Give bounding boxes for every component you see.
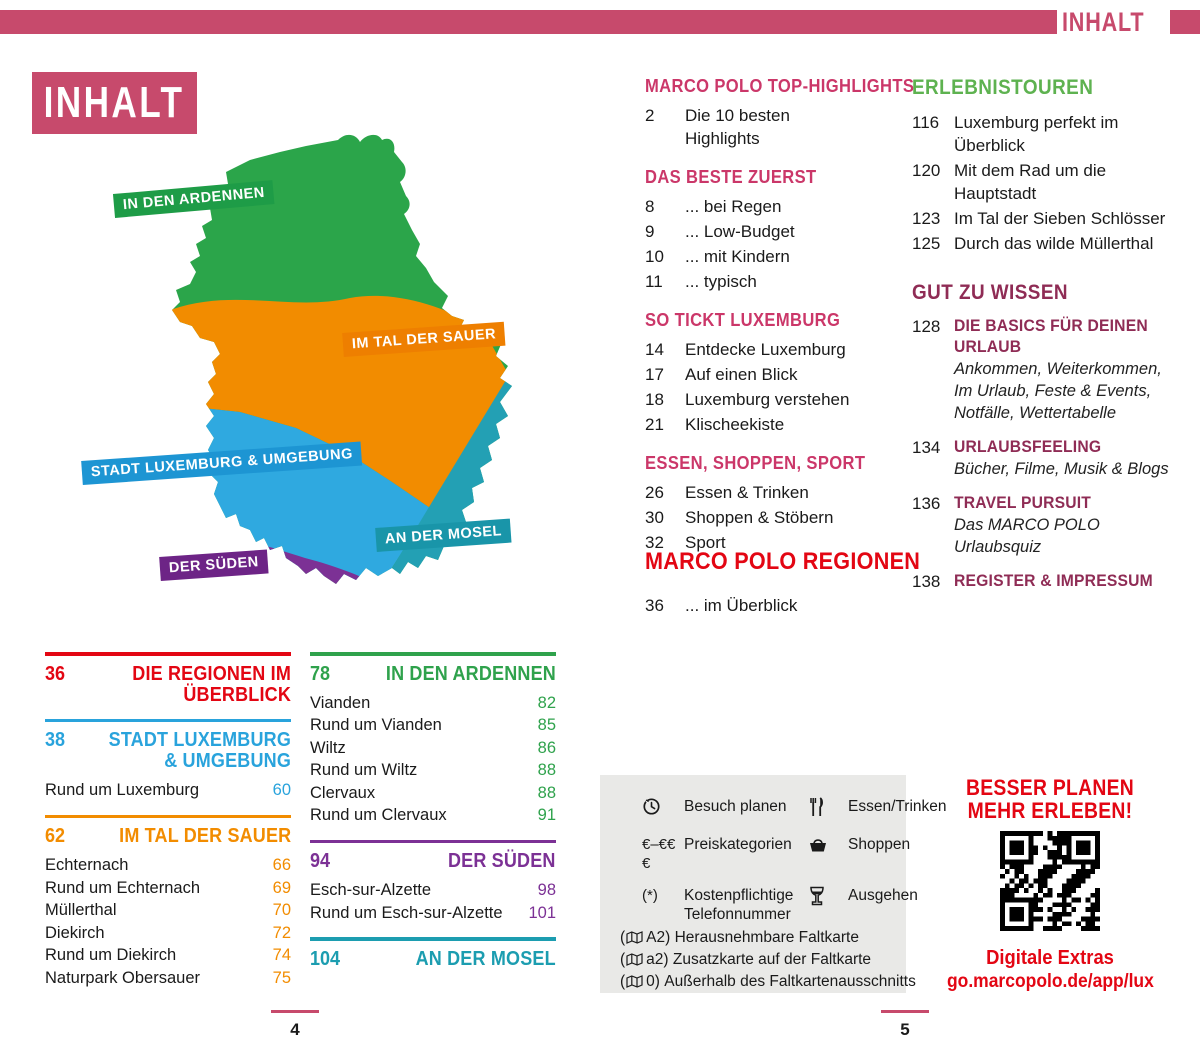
tour-item-page: 125 bbox=[912, 234, 941, 253]
contents-item-text bbox=[685, 270, 757, 293]
toc-entry-label: Rund um Echternach bbox=[45, 878, 201, 897]
know-item-subtitles bbox=[954, 514, 1172, 558]
legend-kosten-label: Kostenpflichtige Telefonnummer bbox=[684, 887, 794, 923]
contents-item bbox=[645, 388, 897, 411]
legend-shoppen-label: Shoppen bbox=[848, 836, 911, 853]
legend-grid bbox=[642, 797, 947, 924]
toc-entry bbox=[310, 737, 556, 760]
top-bar-rule bbox=[0, 10, 1057, 34]
contents-item-text bbox=[685, 104, 790, 150]
toc-entry-page: 60 bbox=[272, 781, 291, 799]
know-item-body bbox=[954, 316, 1172, 424]
map-note-text: Zusatzkarte auf der Faltkarte bbox=[672, 951, 872, 968]
contents-item-line: Entdecke Luxemburg bbox=[685, 340, 846, 359]
tour-item-line: Mit dem Rad um die bbox=[954, 161, 1107, 180]
toc-entry-label: Rund um Diekirch bbox=[45, 946, 177, 964]
contents-section-heading: MARCO POLO TOP-HIGHLIGHTS bbox=[645, 76, 915, 96]
map-note-code: A2 bbox=[646, 929, 666, 946]
tour-item-line: Im Tal der Sieben Schlösser bbox=[954, 209, 1166, 228]
legend-besuch-label: Besuch planen bbox=[684, 798, 787, 815]
contents-right-column bbox=[912, 76, 1174, 605]
contents-item-page: 9 bbox=[645, 222, 655, 241]
know-item-page: 136 bbox=[912, 494, 941, 513]
contents-item-line: ... Low-Budget bbox=[685, 222, 795, 241]
contents-item-page: 14 bbox=[645, 340, 664, 359]
contents-item-line: ... typisch bbox=[685, 272, 757, 291]
contents-section bbox=[645, 167, 897, 293]
toc-column-1 bbox=[45, 652, 291, 1002]
toc-entry-label: Wiltz bbox=[310, 738, 346, 757]
contents-item-page: 30 bbox=[645, 508, 664, 527]
toc-entry-page: 72 bbox=[272, 923, 291, 942]
qr-code bbox=[1000, 831, 1100, 931]
basket-icon bbox=[808, 835, 842, 858]
toc-section bbox=[310, 840, 556, 925]
regionen-heading: MARCO POLO REGIONEN bbox=[645, 548, 921, 575]
luxembourg-region-map bbox=[80, 130, 570, 635]
section-heading bbox=[45, 730, 291, 772]
contents-item-line: ... mit Kindern bbox=[685, 247, 790, 266]
contents-item bbox=[645, 506, 897, 529]
tour-item-text bbox=[954, 159, 1106, 205]
toc-entry-page: 69 bbox=[272, 878, 291, 897]
map-note: ( 0) Außerhalb des Faltkartenausschnitts bbox=[620, 973, 916, 990]
contents-item-page: 10 bbox=[645, 247, 664, 266]
contents-middle-column bbox=[645, 76, 915, 571]
contents-item-page: 26 bbox=[645, 483, 664, 502]
toc-entry-page: 98 bbox=[537, 881, 556, 899]
contents-item-text bbox=[685, 506, 833, 529]
erlebnistouren-section bbox=[912, 76, 1174, 255]
section-title: STADT LUXEMBURG & UMGEBUNG bbox=[108, 729, 291, 772]
paid-phone-symbol: (*) bbox=[642, 887, 658, 904]
toc-entry-label: Rund um Vianden bbox=[310, 716, 442, 734]
toc-entry-page: 101 bbox=[528, 903, 556, 922]
gut-zu-wissen-heading: GUT ZU WISSEN bbox=[912, 281, 1069, 304]
contents-item bbox=[645, 594, 897, 617]
toc-entry-page: 85 bbox=[537, 716, 556, 734]
toc-entry-page: 86 bbox=[537, 738, 556, 757]
toc-entry-page: 70 bbox=[272, 901, 291, 919]
section-page-number: 36 bbox=[45, 662, 66, 685]
toc-entry bbox=[45, 854, 291, 877]
section-rule bbox=[310, 937, 556, 941]
toc-entry-label: Naturpark Obersauer bbox=[45, 968, 200, 987]
toc-column-2 bbox=[310, 652, 556, 983]
section-heading bbox=[45, 826, 291, 847]
contents-section-items bbox=[645, 195, 897, 293]
contents-section bbox=[645, 453, 897, 554]
tour-item bbox=[912, 232, 1174, 255]
know-item-title: TRAVEL PURSUIT bbox=[954, 494, 1092, 512]
know-item-subtitles bbox=[954, 358, 1172, 424]
folded-map-icon bbox=[626, 975, 643, 988]
toc-entry bbox=[45, 967, 291, 990]
regionen-items bbox=[645, 594, 897, 617]
map-note-text: Herausnehmbare Faltkarte bbox=[674, 929, 859, 946]
contents-item-line: Luxemburg verstehen bbox=[685, 390, 850, 409]
right-page-mark bbox=[881, 1010, 929, 1040]
know-item-subtitle-line: Ankommen, Weiterkommen, bbox=[954, 360, 1162, 378]
toc-entry-page: 88 bbox=[537, 783, 556, 802]
section-page-number: 38 bbox=[45, 729, 66, 751]
know-item-body bbox=[954, 571, 1172, 592]
toc-entry-label: Müllerthal bbox=[45, 901, 117, 919]
left-page-mark bbox=[271, 1010, 319, 1040]
page-mark-rule bbox=[271, 1010, 319, 1013]
toc-entry bbox=[45, 922, 291, 945]
toc-entry bbox=[310, 714, 556, 737]
contents-item-line: Die 10 besten bbox=[685, 106, 790, 125]
section-rule bbox=[45, 652, 291, 656]
legend-map-notes bbox=[620, 927, 916, 993]
tour-item-text bbox=[954, 232, 1153, 255]
section-page-number: 104 bbox=[310, 947, 341, 970]
map-region-label-text: IN DEN ARDENNEN bbox=[122, 184, 266, 214]
know-item-subtitles bbox=[954, 458, 1172, 480]
toc-section bbox=[45, 652, 291, 706]
toc-entry-label: Rund um Wiltz bbox=[310, 761, 418, 779]
promo-headline-line1: BESSER PLANEN bbox=[965, 775, 1135, 800]
tour-item bbox=[912, 159, 1174, 205]
contents-item bbox=[645, 220, 897, 243]
clock-icon bbox=[642, 797, 678, 821]
contents-item-line: Auf einen Blick bbox=[685, 365, 798, 384]
toc-entry-page: 66 bbox=[272, 856, 291, 874]
gut-zu-wissen-section bbox=[912, 281, 1174, 592]
contents-item bbox=[645, 481, 897, 504]
contents-section-heading: SO TICKT LUXEMBURG bbox=[645, 310, 841, 330]
tour-item-line: Hauptstadt bbox=[954, 184, 1037, 203]
contents-item bbox=[645, 363, 897, 386]
contents-item-text bbox=[685, 338, 846, 361]
legend-preis-label: Preiskategorien bbox=[684, 836, 792, 853]
toc-entry-label: Diekirch bbox=[45, 923, 105, 942]
contents-section bbox=[645, 76, 915, 150]
contents-item bbox=[645, 270, 897, 293]
map-region-label-text: STADT LUXEMBURG & UMGEBUNG bbox=[90, 446, 354, 481]
contents-item-line: Shoppen & Stöbern bbox=[685, 508, 834, 527]
section-title: DER SÜDEN bbox=[448, 850, 556, 872]
know-item-body bbox=[954, 437, 1172, 480]
know-item-page: 134 bbox=[912, 438, 941, 457]
contents-item-text bbox=[685, 363, 797, 386]
toc-entry bbox=[45, 899, 291, 922]
contents-item-line: Essen & Trinken bbox=[685, 483, 809, 502]
contents-item-page: 11 bbox=[645, 272, 663, 291]
contents-item-line: Klischeekiste bbox=[685, 415, 785, 434]
section-rule bbox=[45, 719, 291, 723]
map-note-code: 0 bbox=[646, 973, 655, 990]
contents-section-items bbox=[645, 104, 897, 150]
erlebnistouren-heading: ERLEBNISTOUREN bbox=[912, 76, 1094, 99]
contents-item-page: 36 bbox=[645, 596, 664, 615]
tour-item-line: Überblick bbox=[954, 136, 1025, 155]
toc-entry bbox=[310, 804, 556, 827]
toc-entry-label: Rund um Luxemburg bbox=[45, 781, 200, 799]
contents-item bbox=[645, 195, 897, 218]
toc-entry-label: Rund um Clervaux bbox=[310, 806, 447, 824]
toc-entry-page: 74 bbox=[272, 946, 291, 964]
section-entries bbox=[45, 779, 291, 802]
contents-section-items bbox=[645, 338, 897, 436]
right-page-number: 5 bbox=[900, 1020, 910, 1039]
know-item bbox=[912, 571, 1174, 592]
toc-entry-page: 91 bbox=[537, 806, 556, 824]
top-bar-title: INHALT bbox=[1062, 7, 1145, 37]
contents-item-page: 17 bbox=[645, 365, 664, 384]
contents-section bbox=[645, 310, 897, 436]
know-item bbox=[912, 316, 1174, 424]
folded-map-icon bbox=[626, 931, 643, 944]
toc-section bbox=[310, 937, 556, 970]
tour-item-page: 120 bbox=[912, 161, 941, 180]
contents-item-line: ... im Überblick bbox=[685, 596, 798, 615]
tour-item-page: 116 bbox=[912, 113, 940, 132]
erlebnistouren-items bbox=[912, 111, 1174, 255]
know-item-page: 138 bbox=[912, 572, 941, 591]
section-rule bbox=[310, 652, 556, 656]
folded-map-icon bbox=[626, 953, 643, 966]
know-item bbox=[912, 437, 1174, 480]
know-item-title: REGISTER & IMPRESSUM bbox=[954, 572, 1153, 590]
digital-extras-url: go.marcopolo.de/app/lux bbox=[946, 971, 1154, 992]
regionen-block bbox=[645, 548, 921, 619]
contents-item-page: 21 bbox=[645, 415, 664, 434]
section-title: IN DEN ARDENNEN bbox=[385, 662, 556, 685]
section-entries bbox=[310, 879, 556, 924]
toc-entry-page: 88 bbox=[537, 761, 556, 779]
contents-item bbox=[645, 413, 897, 436]
toc-section bbox=[45, 815, 291, 990]
contents-item-text bbox=[685, 245, 790, 268]
toc-entry-page: 75 bbox=[272, 968, 291, 987]
legend-ausgehen-label: Ausgehen bbox=[848, 887, 918, 904]
contents-section-items bbox=[645, 481, 897, 554]
toc-entry bbox=[310, 782, 556, 805]
section-heading bbox=[310, 851, 556, 872]
promo-headline-line2: MEHR ERLEBEN! bbox=[967, 798, 1133, 823]
map-note-code: a2 bbox=[646, 951, 664, 968]
section-title: DIE REGIONEN IM ÜBERBLICK bbox=[132, 662, 291, 706]
contents-item-text bbox=[685, 413, 784, 436]
toc-section bbox=[310, 652, 556, 827]
toc-entry bbox=[310, 902, 556, 925]
contents-item bbox=[645, 104, 897, 150]
section-rule bbox=[45, 815, 291, 819]
map-region-label-text: AN DER MOSEL bbox=[384, 523, 503, 548]
section-heading bbox=[310, 664, 556, 685]
section-entries bbox=[45, 854, 291, 989]
toc-entry-label: Esch-sur-Alzette bbox=[310, 881, 432, 899]
toc-entry bbox=[45, 779, 291, 802]
tour-item-line: Durch das wilde Müllerthal bbox=[954, 234, 1154, 253]
map-note: ( A2) Herausnehmbare Faltkarte bbox=[620, 929, 859, 946]
contents-item-page: 2 bbox=[645, 106, 655, 125]
toc-entry-label: Echternach bbox=[45, 856, 129, 874]
toc-entry-label: Rund um Esch-sur-Alzette bbox=[310, 903, 503, 922]
tour-item bbox=[912, 111, 1174, 157]
contents-item-line: Highlights bbox=[685, 129, 760, 148]
section-title: IM TAL DER SAUER bbox=[118, 825, 291, 847]
left-page-number: 4 bbox=[290, 1020, 300, 1039]
page-title: INHALT bbox=[44, 78, 185, 127]
section-entries bbox=[310, 692, 556, 827]
contents-item bbox=[645, 338, 897, 361]
section-page-number: 78 bbox=[310, 662, 331, 685]
contents-item-text bbox=[685, 195, 781, 218]
toc-entry bbox=[45, 877, 291, 900]
know-item-subtitle-line: Im Urlaub, Feste & Events, bbox=[954, 382, 1152, 400]
contents-section-heading: DAS BESTE ZUERST bbox=[645, 167, 817, 187]
contents-item-line: Sport bbox=[685, 533, 726, 552]
map-region-label-text: IM TAL DER SAUER bbox=[351, 326, 497, 353]
know-item-title: URLAUBSFEELING bbox=[954, 438, 1102, 456]
toc-entry bbox=[310, 759, 556, 782]
know-item-page: 128 bbox=[912, 317, 941, 336]
know-item-subtitle-line: Das MARCO POLO Urlaubsquiz bbox=[954, 516, 1100, 556]
toc-entry-page: 82 bbox=[537, 693, 556, 712]
promo-block bbox=[938, 776, 1162, 994]
toc-entry bbox=[310, 879, 556, 902]
toc-section bbox=[45, 719, 291, 802]
top-bar-square bbox=[1170, 10, 1200, 34]
legend-essen-label: Essen/Trinken bbox=[848, 798, 947, 815]
digital-extras-title: Digitale Extras bbox=[986, 947, 1114, 969]
section-title: AN DER MOSEL bbox=[415, 947, 556, 970]
map-region-label-text: DER SÜDEN bbox=[168, 554, 260, 577]
know-item-title: DIE BASICS FÜR DEINEN URLAUB bbox=[954, 317, 1148, 356]
tour-item-page: 123 bbox=[912, 209, 941, 228]
section-heading bbox=[310, 949, 556, 970]
tour-item-line: Luxemburg perfekt im bbox=[954, 113, 1119, 132]
map-note-text: Außerhalb des Faltkartenausschnitts bbox=[664, 973, 916, 990]
tour-item-text bbox=[954, 207, 1165, 230]
contents-item-page: 18 bbox=[645, 390, 664, 409]
know-item-subtitle-line: Notfälle, Wettertabelle bbox=[954, 404, 1117, 422]
toc-entry-label: Clervaux bbox=[310, 783, 376, 802]
section-page-number: 94 bbox=[310, 850, 331, 872]
section-page-number: 62 bbox=[45, 825, 66, 847]
cocktail-icon bbox=[808, 886, 842, 911]
tour-item bbox=[912, 207, 1174, 230]
contents-item-text bbox=[685, 388, 849, 411]
contents-section-heading: ESSEN, SHOPPEN, SPORT bbox=[645, 453, 866, 473]
contents-item-page: 8 bbox=[645, 197, 655, 216]
toc-entry bbox=[45, 944, 291, 967]
cutlery-icon bbox=[808, 797, 842, 822]
contents-item-page: 32 bbox=[645, 533, 664, 552]
contents-item-text bbox=[685, 220, 795, 243]
contents-item-line: ... bei Regen bbox=[685, 197, 782, 216]
toc-entry bbox=[310, 692, 556, 715]
know-item bbox=[912, 493, 1174, 558]
toc-entry-label: Vianden bbox=[310, 693, 371, 712]
section-rule bbox=[310, 840, 556, 844]
contents-item bbox=[645, 245, 897, 268]
gut-zu-wissen-items bbox=[912, 316, 1174, 592]
tour-item-text bbox=[954, 111, 1118, 157]
legend-box bbox=[600, 775, 947, 993]
know-item-subtitle-line: Bücher, Filme, Musik & Blogs bbox=[954, 460, 1169, 478]
contents-item-text bbox=[685, 481, 809, 504]
euro-price-symbol: €–€€€ bbox=[642, 836, 676, 872]
section-heading bbox=[45, 664, 291, 706]
contents-item-text bbox=[685, 594, 797, 617]
page-mark-rule bbox=[881, 1010, 929, 1013]
map-note: ( a2) Zusatzkarte auf der Faltkarte bbox=[620, 951, 872, 968]
know-item-body bbox=[954, 493, 1172, 558]
page-title-box bbox=[32, 72, 197, 134]
